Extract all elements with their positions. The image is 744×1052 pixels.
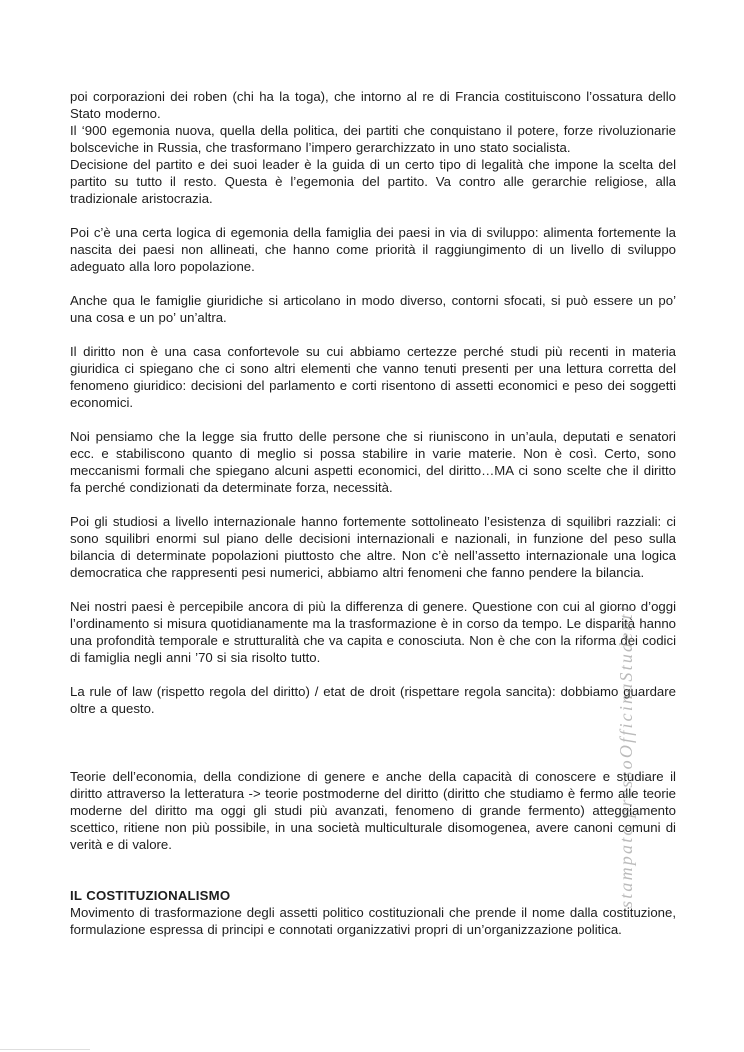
paragraph: Poi c’è una certa logica di egemonia della famiglia dei paesi in via di sviluppo: alimenta fortemente la nascita dei paesi non allineati, che hanno come priorità il raggiungimento di un livello di sviluppo adeguato alla loro popolazione. [70, 225, 676, 274]
section-heading: IL COSTITUZIONALISMO [70, 888, 231, 903]
paragraph: Il diritto non è una casa confortevole su cui abbiamo certezze perché studi più recenti in materia giuridica ci spiegano che ci sono altri elementi che vanno tenuti presenti per una lettura corretta del fenomeno giuridico: decisioni del parlamento e corti risentono di assetti economici e peso dei soggetti economici. [70, 344, 676, 410]
document-body [70, 88, 676, 938]
watermark-text: stampato pressoOfficinaStudenti [616, 604, 636, 908]
paragraph: Il ‘900 egemonia nuova, quella della politica, dei partiti che conquistano il potere, forze rivoluzionarie bolsceviche in Russia, che trasformano l’impero gerarchizzato in uno stato socialista. [70, 123, 676, 155]
paragraph: Teorie dell’economia, della condizione di genere e anche della capacità di conoscere e studiare il diritto attraverso la letteratura -> teorie postmoderne del diritto (diritto che studiamo è fermo alle teorie moderne del diritto ma oggi gli studi più avanzati, fenomeno di grande fermento) atteggiamento scettico, ritiene non più possibile, in una società multiculturale disomogenea, avere canoni comuni di verità e di valore. [70, 769, 676, 852]
paragraph: Poi gli studiosi a livello internazionale hanno fortemente sottolineato l’esistenza di squilibri razziali: ci sono squilibri enormi sul piano delle decisioni internazionali e nazionali, in funzione del peso sulla bilancia di determinate popolazioni piuttosto che altre. Non c’è nell’assetto internazionale una logica democratica che rappresenti pesi numerici, abbiamo altri fenomeni che fanno pendere la bilancia. [70, 514, 676, 580]
paragraph: Anche qua le famiglie giuridiche si articolano in modo diverso, contorni sfocati, si può essere un po’ una cosa e un po’ un’altra. [70, 293, 676, 325]
scan-edge-artifact [0, 1049, 90, 1050]
paragraph: Nei nostri paesi è percepibile ancora di più la differenza di genere. Questione con cui al giorno d’oggi l’ordinamento si misura quotidianamente ma la trasformazione è in corso da tempo. Le disparità hanno una profondità temporale e strutturalità che va capita e conosciuta. Non è che con la riforma dei codici di famiglia negli anni ’70 si sia risolto tutto. [70, 599, 676, 665]
paragraph: poi corporazioni dei roben (chi ha la toga), che intorno al re di Francia costituiscono l’ossatura dello Stato moderno. [70, 89, 676, 121]
paragraph: Movimento di trasformazione degli assetti politico costituzionali che prende il nome dalla costituzione, formulazione espressa di principi e connotati organizzativi propri di un’organizzazione politica. [70, 905, 676, 937]
paragraph: La rule of law (rispetto regola del diritto) / etat de droit (rispettare regola sancita): dobbiamo guardare oltre a questo. [70, 684, 676, 716]
paragraph: Decisione del partito e dei suoi leader è la guida di un certo tipo di legalità che impone la scelta del partito su tutto il resto. Questa è l’egemonia del partito. Va contro alle gerarchie religiose, alla tradizionale aristocrazia. [70, 157, 676, 206]
paragraph: Noi pensiamo che la legge sia frutto delle persone che si riuniscono in un’aula, deputati e senatori ecc. e stabiliscono quanto di meglio si possa stabilire in varie materie. Non è così. Certo, sono meccanismi formali che spiegano alcuni aspetti economici, del diritto…MA ci sono scelte che il diritto fa perché condizionati da determinate forza, necessità. [70, 429, 676, 495]
